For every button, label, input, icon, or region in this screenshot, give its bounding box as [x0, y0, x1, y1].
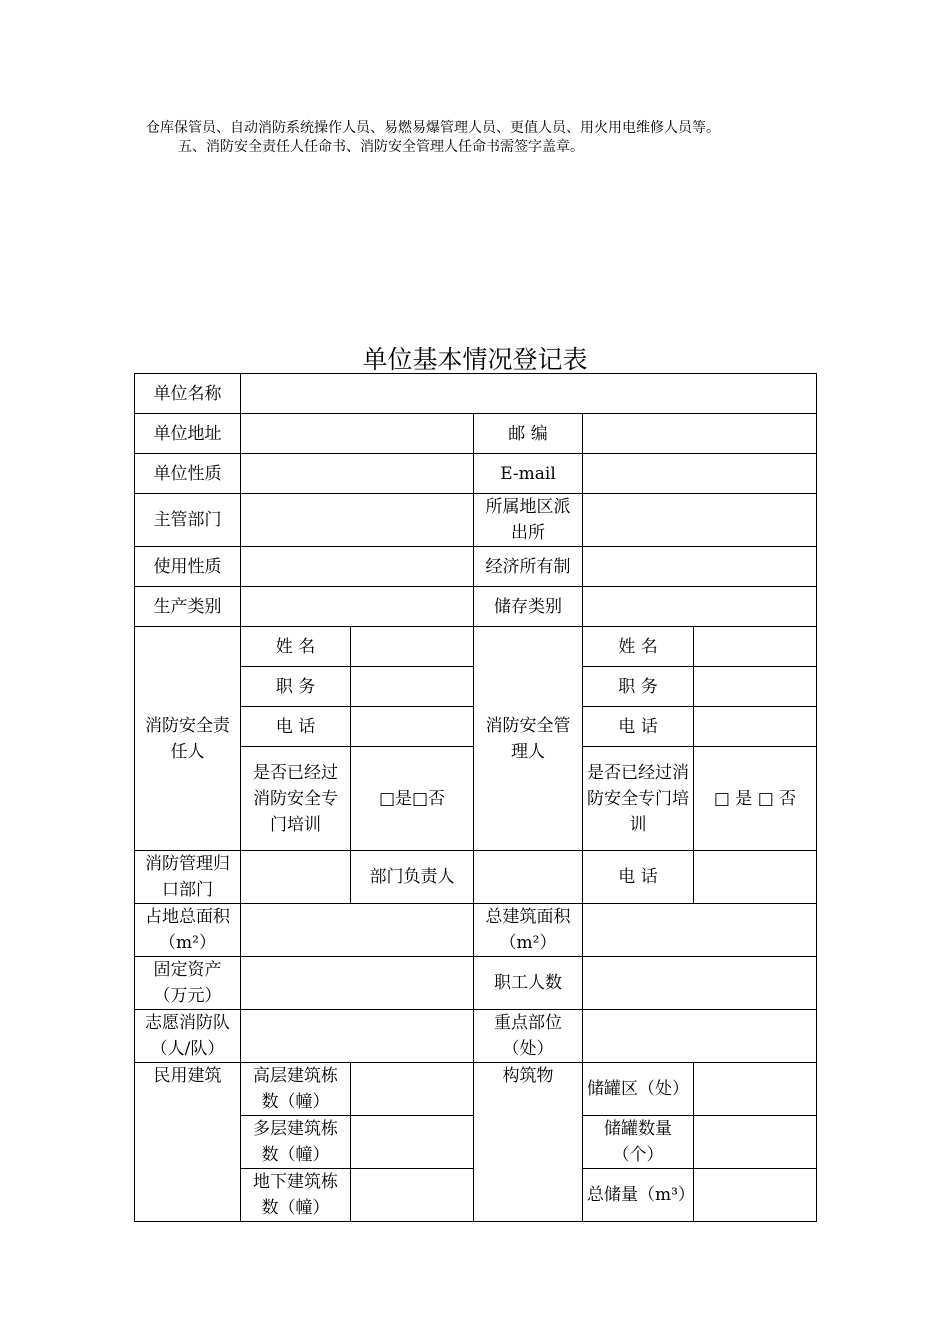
label-fire-responsible: 消防安全责任人	[135, 627, 241, 851]
label-structures: 构筑物	[474, 1063, 583, 1222]
label-responsible-phone: 电 话	[241, 707, 351, 747]
field-production-category[interactable]	[241, 587, 474, 627]
label-responsible-position: 职 务	[241, 667, 351, 707]
label-underground-count: 地下建筑栋数（幢）	[241, 1169, 351, 1222]
field-unit-address[interactable]	[241, 414, 474, 454]
field-responsible-position[interactable]	[351, 667, 474, 707]
table-row	[135, 1010, 817, 1063]
field-underground-count[interactable]	[351, 1169, 474, 1222]
label-manager-trained: 是否已经过消防安全专门培训	[583, 747, 694, 851]
field-fire-mgmt-dept[interactable]	[241, 851, 351, 904]
form-title: 单位基本情况登记表	[362, 345, 588, 374]
registration-form-table	[134, 373, 817, 1222]
label-unit-name: 单位名称	[135, 374, 241, 414]
field-tank-count[interactable]	[694, 1116, 817, 1169]
field-employees[interactable]	[583, 957, 817, 1010]
field-multistory-count[interactable]	[351, 1116, 474, 1169]
table-row	[135, 904, 817, 957]
field-highrise-count[interactable]	[351, 1063, 474, 1116]
field-unit-nature[interactable]	[241, 454, 474, 494]
label-production-category: 生产类别	[135, 587, 241, 627]
label-email: E-mail	[474, 454, 583, 494]
label-fixed-assets: 固定资产（万元）	[135, 957, 241, 1010]
field-ownership[interactable]	[583, 547, 817, 587]
label-manager-name: 姓 名	[583, 627, 694, 667]
label-employees: 职工人数	[474, 957, 583, 1010]
label-total-storage: 总储量（m³）	[583, 1169, 694, 1222]
label-dept-phone: 电 话	[583, 851, 694, 904]
field-building-area[interactable]	[583, 904, 817, 957]
label-usage-nature: 使用性质	[135, 547, 241, 587]
label-responsible-trained: 是否已经过消防安全专门培训	[241, 747, 351, 851]
field-dept-head[interactable]	[474, 851, 583, 904]
field-tank-area[interactable]	[694, 1063, 817, 1116]
label-unit-nature: 单位性质	[135, 454, 241, 494]
checkbox-manager-trained[interactable]: □ 是 □ 否	[694, 747, 817, 851]
field-postcode[interactable]	[583, 414, 817, 454]
label-fire-manager: 消防安全管理人	[474, 627, 583, 851]
label-storage-category: 储存类别	[474, 587, 583, 627]
label-supervisor-dept: 主管部门	[135, 494, 241, 547]
table-row	[135, 627, 817, 667]
label-volunteer-team: 志愿消防队（人/队）	[135, 1010, 241, 1063]
field-supervisor-dept[interactable]	[241, 494, 474, 547]
field-key-parts[interactable]	[583, 1010, 817, 1063]
table-row	[135, 414, 817, 454]
field-manager-name[interactable]	[694, 627, 817, 667]
field-responsible-name[interactable]	[351, 627, 474, 667]
table-row	[135, 374, 817, 414]
table-row	[135, 587, 817, 627]
field-storage-category[interactable]	[583, 587, 817, 627]
label-police-station: 所属地区派出所	[474, 494, 583, 547]
label-dept-head: 部门负责人	[351, 851, 474, 904]
label-multistory-count: 多层建筑栋数（幢）	[241, 1116, 351, 1169]
field-land-area[interactable]	[241, 904, 474, 957]
field-responsible-phone[interactable]	[351, 707, 474, 747]
intro-line-1: 仓库保管员、自动消防系统操作人员、易燃易爆管理人员、更值人员、用火用电维修人员等。	[146, 120, 720, 136]
label-civil-buildings: 民用建筑	[135, 1063, 241, 1222]
field-volunteer-team[interactable]	[241, 1010, 474, 1063]
field-unit-name[interactable]	[241, 374, 817, 414]
label-manager-position: 职 务	[583, 667, 694, 707]
checkbox-responsible-trained[interactable]: □是□否	[351, 747, 474, 851]
field-total-storage[interactable]	[694, 1169, 817, 1222]
label-postcode: 邮 编	[474, 414, 583, 454]
table-row	[135, 851, 817, 904]
label-land-area: 占地总面积（m²）	[135, 904, 241, 957]
label-fire-mgmt-dept: 消防管理归口部门	[135, 851, 241, 904]
label-unit-address: 单位地址	[135, 414, 241, 454]
label-highrise-count: 高层建筑栋数（幢）	[241, 1063, 351, 1116]
label-responsible-name: 姓 名	[241, 627, 351, 667]
field-dept-phone[interactable]	[694, 851, 817, 904]
label-manager-phone: 电 话	[583, 707, 694, 747]
table-row	[135, 957, 817, 1010]
label-key-parts: 重点部位（处）	[474, 1010, 583, 1063]
table-row	[135, 454, 817, 494]
intro-line-2: 五、消防安全责任人任命书、消防安全管理人任命书需签字盖章。	[178, 139, 584, 155]
table-row	[135, 494, 817, 547]
label-tank-area: 储罐区（处）	[583, 1063, 694, 1116]
field-fixed-assets[interactable]	[241, 957, 474, 1010]
table-row	[135, 547, 817, 587]
label-ownership: 经济所有制	[474, 547, 583, 587]
table-row	[135, 1063, 817, 1116]
label-tank-count: 储罐数量（个）	[583, 1116, 694, 1169]
field-manager-position[interactable]	[694, 667, 817, 707]
field-manager-phone[interactable]	[694, 707, 817, 747]
label-building-area: 总建筑面积（m²）	[474, 904, 583, 957]
field-police-station[interactable]	[583, 494, 817, 547]
field-usage-nature[interactable]	[241, 547, 474, 587]
field-email[interactable]	[583, 454, 817, 494]
